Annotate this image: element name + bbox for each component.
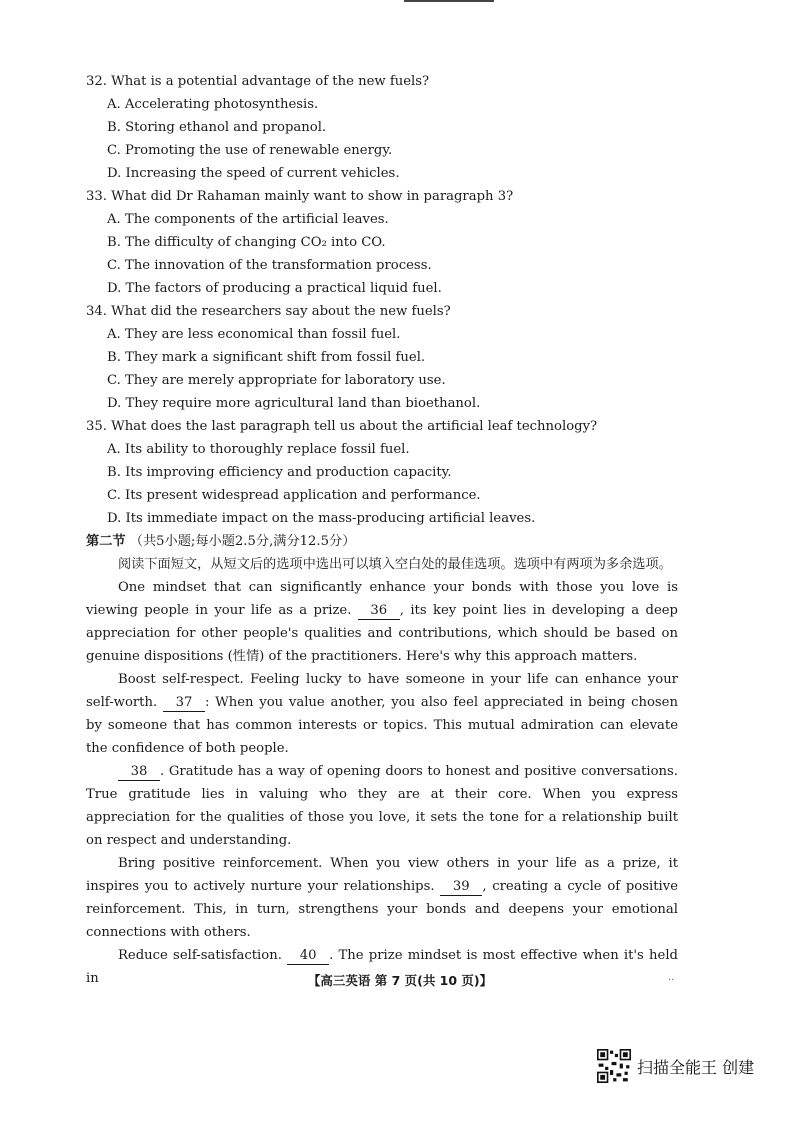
question-stem: 32. What is a potential advantage of the new fuels?: [86, 74, 430, 89]
paragraph-text: , its key point lies in developing a deep appreciation for other people's qualities and contributions, which should be based on genuine dispositions (性情) of the practitioners. Here's why this approach matters.: [86, 603, 678, 664]
scanner-badge: [597, 1049, 754, 1083]
exam-page: [86, 70, 678, 990]
scanner-badge-text: 扫描全能王 创建: [637, 1057, 755, 1077]
question-35: [86, 415, 678, 530]
section-heading: [86, 530, 678, 553]
option-c: C. The innovation of the transformation process.: [107, 258, 432, 273]
paragraph-text: Boost self-respect. Feeling lucky to have someone in your life can enhance your self-worth.: [86, 672, 678, 710]
option-b: B. The difficulty of changing CO₂ into CO.: [107, 235, 386, 250]
option-c: C. Promoting the use of renewable energy.: [107, 143, 393, 158]
paragraph-text: Bring positive reinforcement. When you view others in your life as a prize, it inspires you to actively nurture your relationships.: [86, 856, 678, 894]
blank-40: 40: [287, 948, 329, 965]
option-b: B. Storing ethanol and propanol.: [107, 120, 327, 135]
option-a: A. Its ability to thoroughly replace fossil fuel.: [107, 442, 410, 457]
question-33: [86, 185, 678, 300]
question-stem: 34. What did the researchers say about the new fuels?: [86, 304, 451, 319]
paragraph-text: : When you value another, you also feel appreciated in being chosen by someone that has common interests or topics. This mutual admiration can elevate the confidence of both people.: [86, 695, 678, 756]
passage-paragraph-3: [86, 760, 678, 852]
paragraph-text: , creating a cycle of positive reinforcement. This, in turn, strengthens your bonds and deepens your emotional connections with others.: [86, 879, 679, 940]
paragraph-text: One mindset that can significantly enhance your bonds with those you love is viewing people in your life as a prize.: [86, 580, 678, 618]
passage-paragraph-4: [86, 852, 678, 944]
paragraph-text: Reduce self-satisfaction.: [118, 948, 282, 963]
corner-mark: ··: [668, 975, 675, 986]
option-a: A. Accelerating photosynthesis.: [107, 97, 319, 112]
option-d: D. Increasing the speed of current vehicles.: [107, 166, 400, 181]
passage-paragraph-1: [86, 576, 678, 668]
paragraph-text: . Gratitude has a way of opening doors to honest and positive conversations. True gratitude lies in valuing who they are at their core. When you express appreciation for the qualities of those you love, it sets the tone for a relationship built on respect and understanding.: [86, 764, 678, 848]
blank-37: 37: [163, 695, 205, 712]
qr-code-icon: [597, 1049, 631, 1083]
option-b: B. Its improving efficiency and production capacity.: [107, 465, 452, 480]
section-instruction: 阅读下面短文，从短文后的选项中选出可以填入空白处的最佳选项。选项中有两项为多余选项。: [118, 557, 672, 572]
question-stem: 35. What does the last paragraph tell us about the artificial leaf technology?: [86, 419, 598, 434]
option-c: C. They are merely appropriate for laboratory use.: [107, 373, 446, 388]
paragraph-text: . The prize mindset is most effective when it's held in: [86, 948, 678, 986]
question-stem: 33. What did Dr Rahaman mainly want to show in paragraph 3?: [86, 189, 514, 204]
option-d: D. They require more agricultural land than bioethanol.: [107, 396, 481, 411]
option-d: D. The factors of producing a practical liquid fuel.: [107, 281, 442, 296]
blank-39: 39: [440, 879, 482, 896]
passage-paragraph-2: [86, 668, 678, 760]
option-a: A. They are less economical than fossil fuel.: [107, 327, 401, 342]
page-footer: 【高三英语 第 7 页(共 10 页)】: [307, 973, 493, 988]
top-rule: [404, 0, 494, 2]
question-32: [86, 70, 678, 185]
question-34: [86, 300, 678, 415]
option-a: A. The components of the artificial leaves.: [107, 212, 389, 227]
blank-38: 38: [118, 764, 160, 781]
option-b: B. They mark a significant shift from fossil fuel.: [107, 350, 426, 365]
section-label: 第二节: [86, 534, 126, 549]
section-scoring: （共5小题;每小题2.5分,满分12.5分）: [129, 534, 356, 549]
option-c: C. Its present widespread application and performance.: [107, 488, 481, 503]
blank-36: 36: [358, 603, 400, 620]
option-d: D. Its immediate impact on the mass-producing artificial leaves.: [107, 511, 536, 526]
